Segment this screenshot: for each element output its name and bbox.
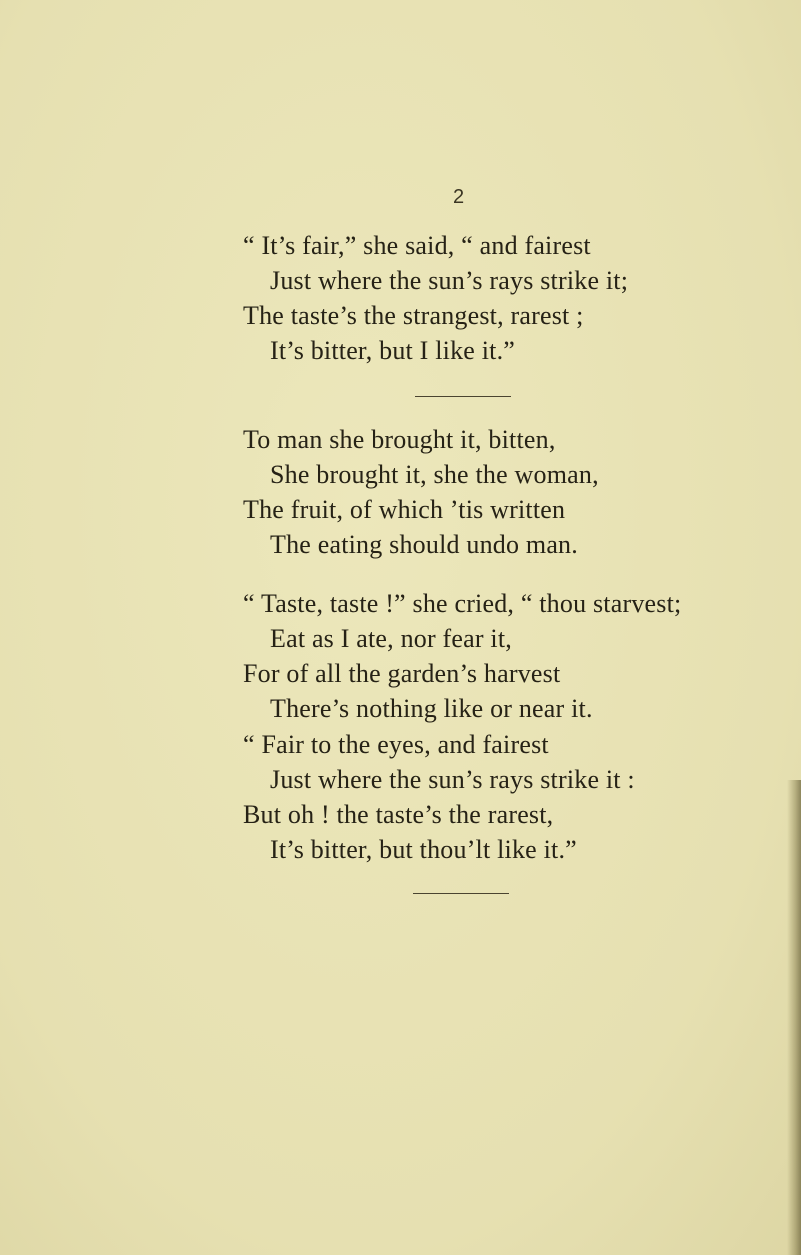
- verse-line: It’s bitter, but thou’lt like it.”: [270, 835, 577, 864]
- stanza-1: [243, 228, 628, 368]
- section-divider: [413, 893, 509, 894]
- verse-line: The taste’s the strangest, rarest ;: [243, 301, 584, 330]
- page-number: 2: [453, 186, 465, 208]
- verse-line: “ It’s fair,” she said, “ and fairest: [243, 231, 591, 260]
- stanza-4: [243, 727, 635, 867]
- stanza-3: [243, 586, 681, 726]
- verse-line: For of all the garden’s harvest: [243, 659, 561, 688]
- verse-line: “ Taste, taste !” she cried, “ thou starvest;: [243, 589, 682, 618]
- verse-line: It’s bitter, but I like it.”: [270, 336, 516, 365]
- verse-line: The eating should undo man.: [270, 530, 578, 559]
- verse-line: Just where the sun’s rays strike it :: [270, 765, 635, 794]
- verse-line: Eat as I ate, nor fear it,: [270, 624, 512, 653]
- verse-line: But oh ! the taste’s the rarest,: [243, 800, 554, 829]
- section-divider: [415, 396, 511, 397]
- verse-line: “ Fair to the eyes, and fairest: [243, 730, 549, 759]
- verse-line: There’s nothing like or near it.: [270, 694, 593, 723]
- verse-line: Just where the sun’s rays strike it;: [270, 266, 629, 295]
- page-edge-shadow: [787, 780, 801, 1255]
- verse-line: The fruit, of which ’tis written: [243, 495, 566, 524]
- verse-line: She brought it, she the woman,: [270, 460, 599, 489]
- stanza-2: [243, 422, 599, 562]
- verse-line: To man she brought it, bitten,: [243, 425, 556, 454]
